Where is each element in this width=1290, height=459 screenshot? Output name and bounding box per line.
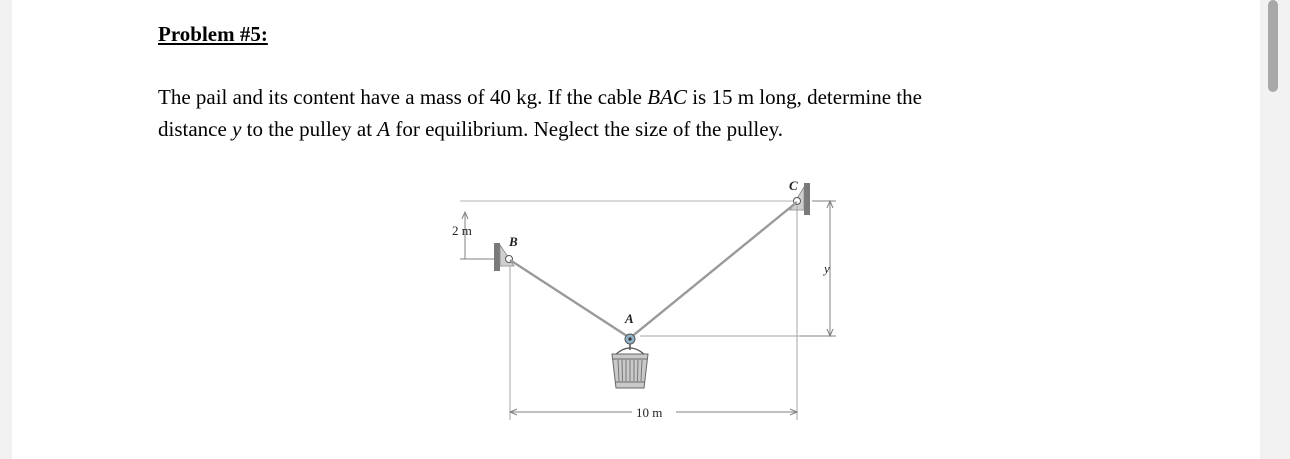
cable-ac (630, 202, 797, 338)
statement-var-bac: BAC (647, 85, 687, 109)
dimension-10m-label: 10 m (636, 405, 663, 420)
statement-text: distance (158, 117, 233, 141)
pulley-diagram (450, 175, 850, 435)
statement-var-a: A (377, 117, 391, 141)
statement-text: for equilibrium. Neglect the size of the pulley. (390, 117, 783, 141)
label-b: B (509, 234, 518, 249)
statement-text: The pail and its content have a mass of 40 kg. If the cable (158, 85, 648, 109)
dimension-y (800, 201, 836, 336)
scrollbar[interactable] (1268, 0, 1278, 92)
label-c: C (789, 178, 798, 193)
statement-text: to the pulley at (241, 117, 378, 141)
statement-var-y: y (232, 117, 242, 141)
problem-heading: Problem #5: (158, 22, 268, 46)
problem-statement (158, 81, 1118, 145)
label-a: A (625, 311, 634, 326)
label-y: y (824, 261, 830, 276)
cable-ba (510, 260, 630, 338)
dimension-2m-label: 2 m (452, 223, 472, 238)
statement-text: is 15 m long, determine the (686, 85, 922, 109)
pail (612, 348, 648, 388)
